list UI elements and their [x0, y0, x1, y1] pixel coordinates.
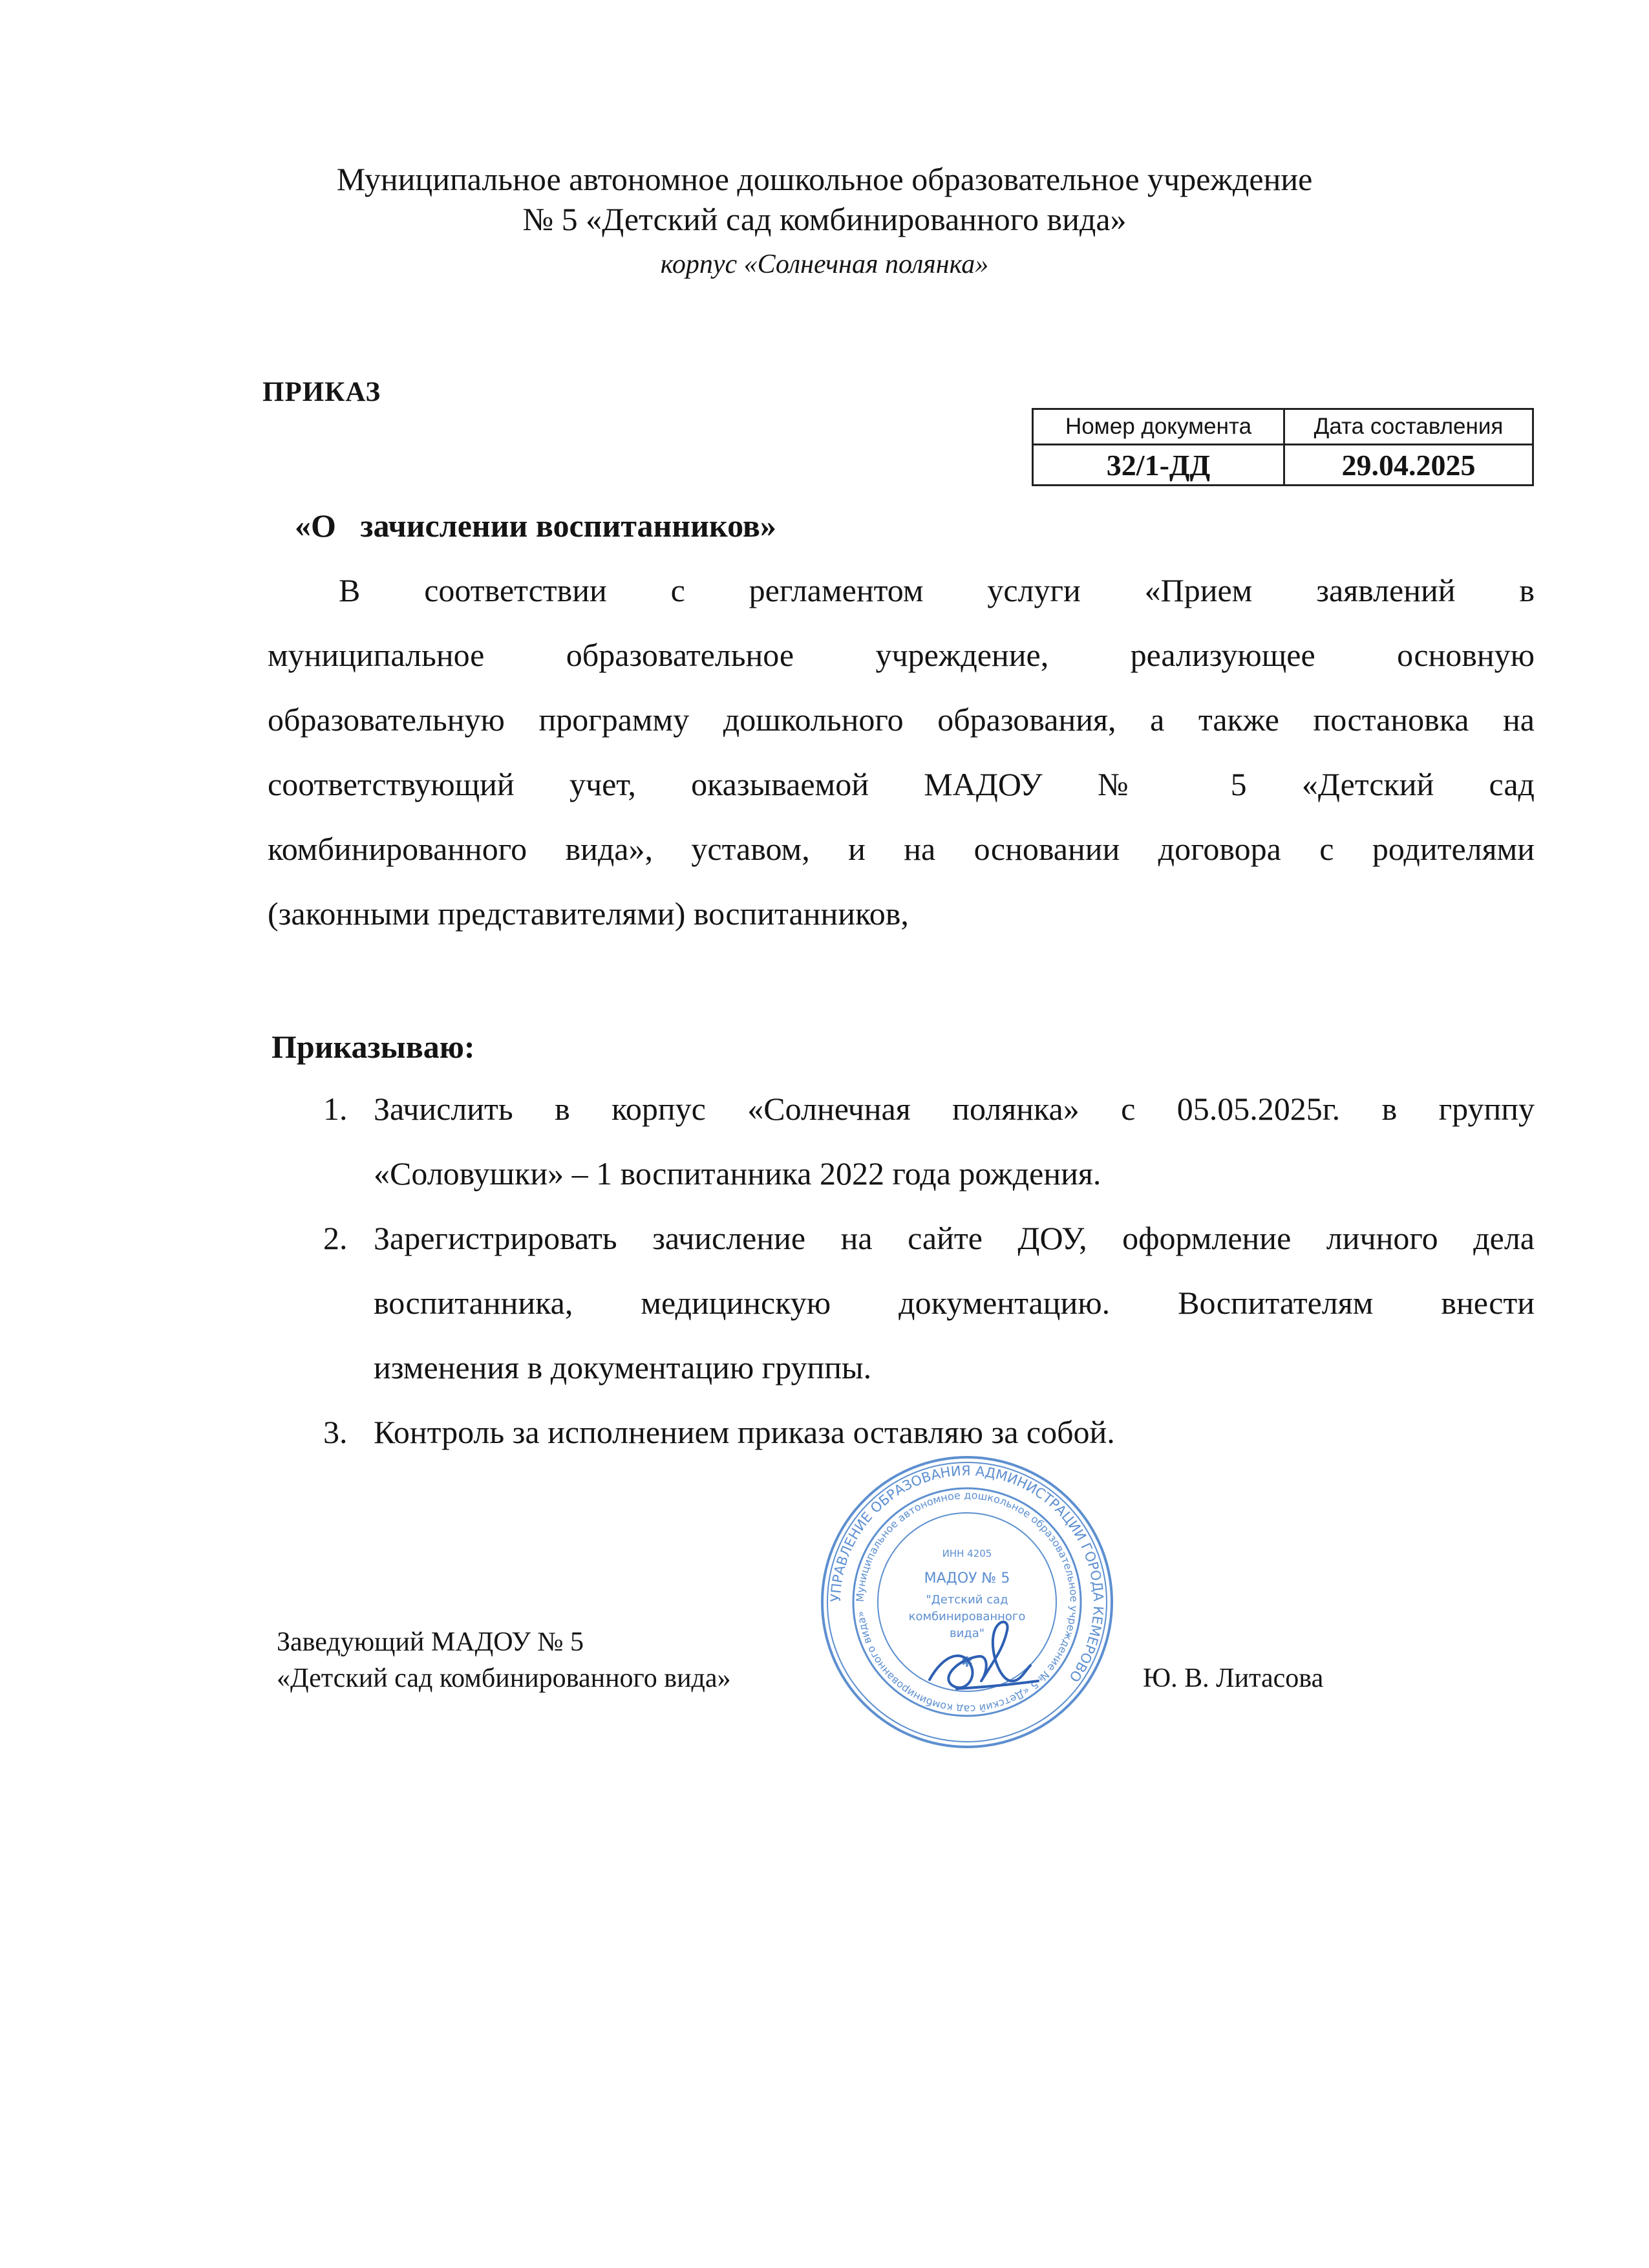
document-date-label: Дата составления: [1284, 409, 1533, 445]
building-name: корпус «Солнечная полянка»: [660, 250, 989, 279]
item-line: воспитанника, медицинскую документацию. Воспитателям внести: [374, 1285, 1535, 1321]
preamble-line: (законными представителями) воспитанников,: [268, 895, 909, 932]
institution-name-line1: Муниципальное автономное дошкольное образовательное учреждение: [336, 161, 1313, 197]
item-number: 2.: [323, 1220, 348, 1256]
document-type-title: ПРИКАЗ: [262, 377, 381, 407]
institution-name-line2: № 5 «Детский сад комбинированного вида»: [522, 201, 1127, 237]
item-line: Контроль за исполнением приказа оставляю за собой.: [374, 1414, 1115, 1450]
document-number-label: Номер документа: [1033, 409, 1284, 445]
document-info-table: [1032, 408, 1534, 486]
preamble-line: муниципальное образовательное учреждение, реализующее основную: [268, 637, 1535, 673]
signatory-name: Ю. В. Литасова: [1143, 1664, 1324, 1693]
stamp-inner-text: Муниципальное автономное дошкольное образовательное учреждение № 5 «Детский сад комбинированного вида»: [853, 1488, 1081, 1716]
document-date-value: 29.04.2025: [1284, 445, 1533, 486]
stamp-center-line: "Детский сад: [926, 1593, 1008, 1607]
item-line: Зачислить в корпус «Солнечная полянка» с 05.05.2025г. в группу: [374, 1091, 1535, 1127]
stamp-outer-text: УПРАВЛЕНИЕ ОБРАЗОВАНИЯ АДМИНИСТРАЦИИ ГОРОДА КЕМЕРОВО: [827, 1462, 1107, 1685]
item-line: «Соловушки» – 1 воспитанника 2022 года рождения.: [374, 1155, 1101, 1192]
handwritten-signature: [918, 1603, 1047, 1707]
document-number-value: 32/1-ДД: [1033, 445, 1284, 486]
stamp-center-line: вида": [949, 1627, 985, 1640]
preamble-line: образовательную программу дошкольного образования, а также постановка на: [268, 701, 1535, 738]
stamp-star-icon: ✱: [961, 1654, 973, 1671]
item-number: 1.: [323, 1091, 348, 1127]
preamble-line: комбинированного вида», уставом, и на основании договора с родителями: [268, 831, 1535, 867]
order-subject: «О зачислении воспитанников»: [295, 508, 776, 544]
order-command: Приказываю:: [271, 1029, 475, 1065]
preamble-line: соответствующий учет, оказываемой МАДОУ № 5 «Детский сад: [268, 766, 1535, 802]
item-line: изменения в документацию группы.: [374, 1349, 872, 1385]
stamp-inn: ИНН 4205: [942, 1548, 992, 1559]
item-number: 3.: [323, 1414, 348, 1450]
item-line: Зарегистрировать зачисление на сайте ДОУ, оформление личного дела: [374, 1220, 1535, 1256]
stamp-center-line: МАДОУ № 5: [924, 1570, 1010, 1587]
stamp-center-line: комбинированного: [908, 1610, 1026, 1623]
preamble-line: В соответствии с регламентом услуги «Прием заявлений в: [339, 572, 1535, 608]
signatory-position-line2: «Детский сад комбинированного вида»: [277, 1664, 731, 1693]
signatory-position-line1: Заведующий МАДОУ № 5: [277, 1627, 584, 1657]
